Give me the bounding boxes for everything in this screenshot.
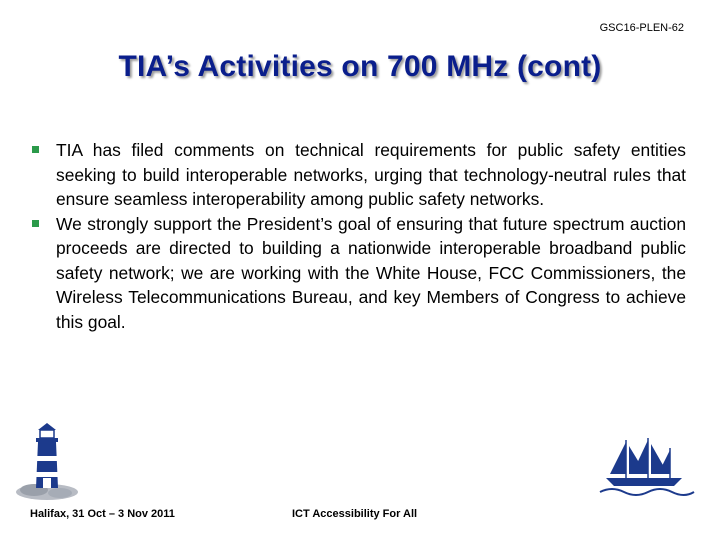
footer-location-date: Halifax, 31 Oct – 3 Nov 2011	[30, 508, 175, 520]
square-bullet-icon	[32, 220, 39, 227]
bullet-text: TIA has filed comments on technical requirements for public safety entities seeking to build interoperable networks, urging that technology-neutral rules that ensure seamless interoperability among public safety networks.	[56, 140, 686, 209]
bullet-text: We strongly support the President’s goal of ensuring that future spectrum auction proceeds are directed to building a nationwide interoperable broadband public safety network; we are working with the White House, FCC Commissioners, the Wireless Telecommunications Bureau, and key Members of Congress to achieve this goal.	[56, 213, 686, 332]
document-id: GSC16-PLEN-62	[599, 22, 684, 34]
lighthouse-logo-icon	[14, 420, 80, 500]
bullet-list	[32, 138, 686, 334]
sailing-ship-logo-icon	[596, 436, 698, 498]
slide-title: TIA’s Activities on 700 MHz (cont)	[118, 50, 602, 83]
square-bullet-icon	[32, 146, 39, 153]
footer-tagline: ICT Accessibility For All	[292, 508, 418, 520]
bullet-item	[32, 138, 686, 212]
bullet-item	[32, 212, 686, 335]
